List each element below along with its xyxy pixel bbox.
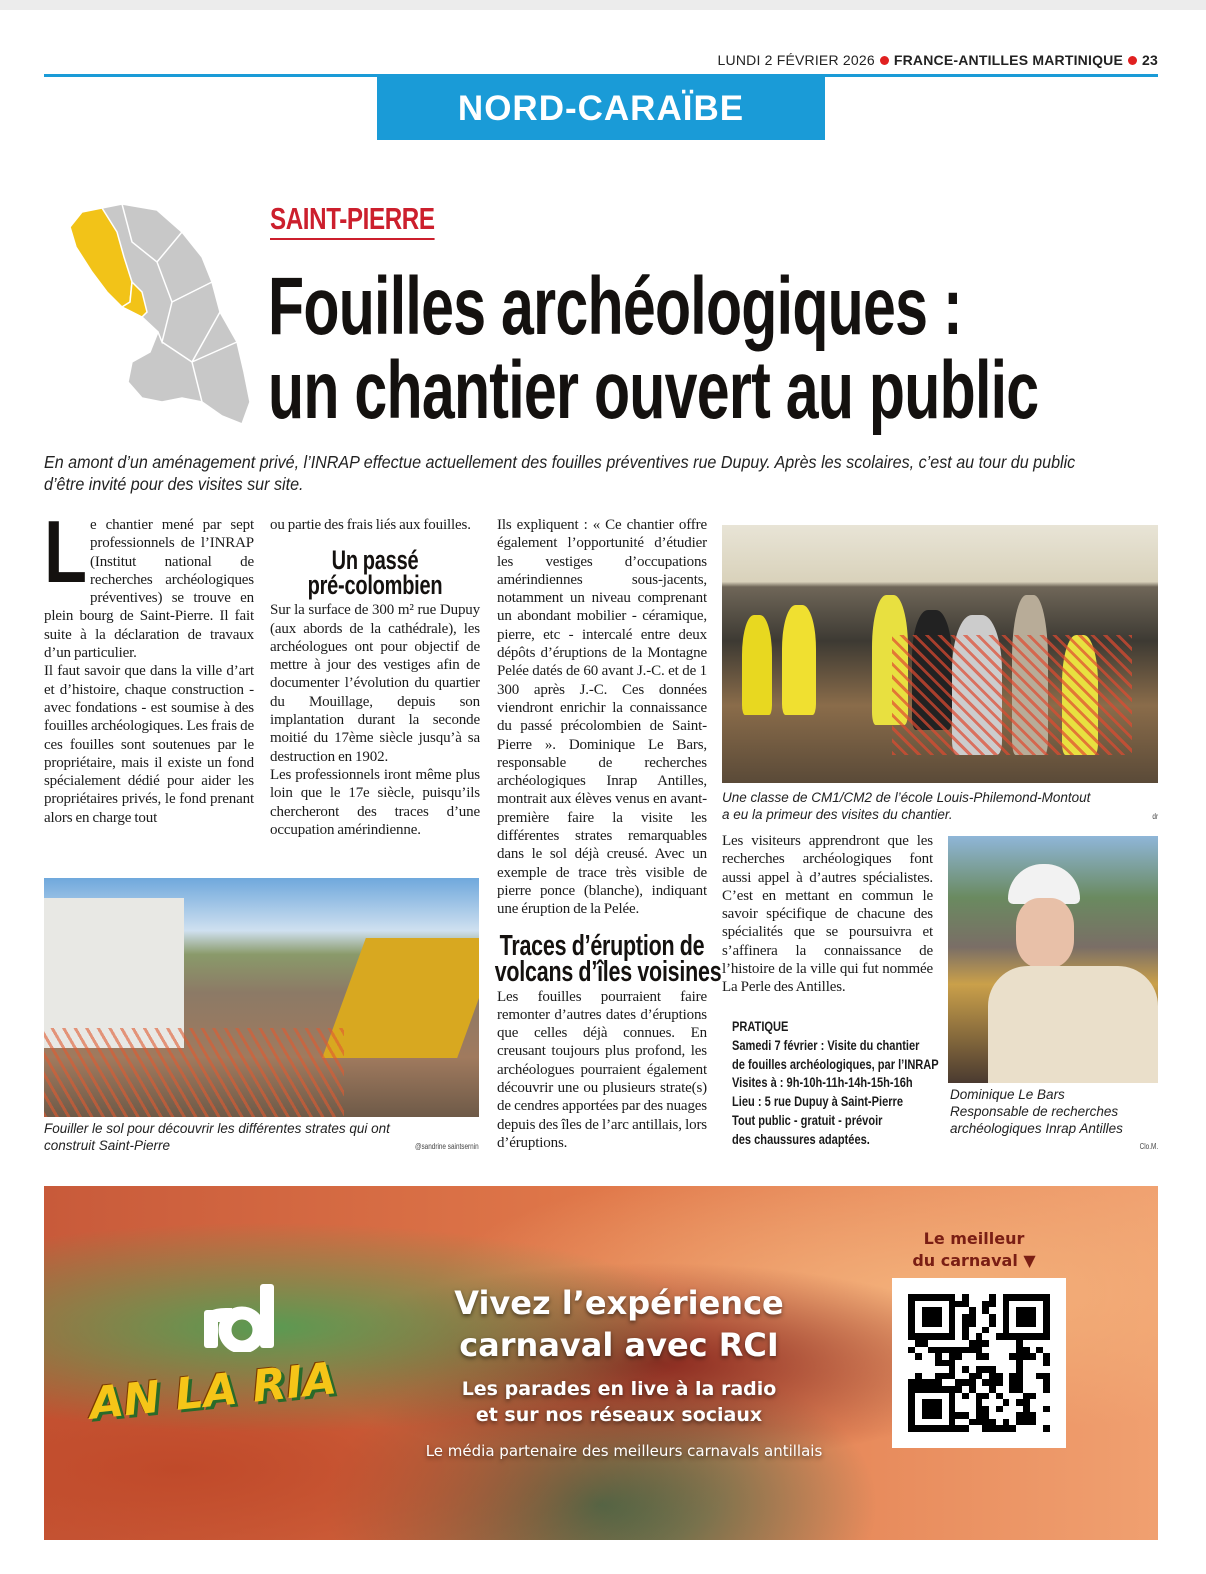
- photo-dominique-le-bars: [948, 836, 1158, 1083]
- subheading: [268, 545, 483, 601]
- an-la-ria-logo: AN LA RIA: [87, 1353, 339, 1430]
- page-number: 23: [1142, 52, 1158, 68]
- photo-caption: [950, 1086, 1160, 1137]
- advertisement-rci-carnaval[interactable]: [44, 1186, 1158, 1540]
- subheading-line: Un passé: [331, 545, 419, 576]
- section-banner: NORD-CARAÏBE: [377, 76, 825, 140]
- ad-tagline: Le média partenaire des meilleurs carnavals antillais: [425, 1442, 823, 1460]
- paragraph: Les professionnels iront même plus loin que le 17e siècle, puisqu’ils chercheront des traces d’une occupation amérindienne.: [270, 766, 480, 838]
- publication-name: FRANCE-ANTILLES MARTINIQUE: [893, 52, 1124, 68]
- photo-caption: [722, 789, 1142, 823]
- practical-line: de fouilles archéologiques, par l’INRAP: [732, 1056, 939, 1072]
- photo-credit: Clo.M.: [1139, 1142, 1158, 1151]
- ad-headline-line: carnaval avec RCI: [459, 1326, 779, 1364]
- bullet-icon: [1128, 56, 1137, 65]
- article-column-1: [44, 502, 254, 827]
- caption-line: Une classe de CM1/CM2 de l’école Louis-Philemond-Montout: [722, 790, 1091, 805]
- qr-label-line: Le meilleur: [923, 1229, 1025, 1248]
- practical-line: des chaussures adaptées.: [732, 1131, 870, 1147]
- photo-credit: dr: [1152, 812, 1158, 821]
- ad-headline-line: Vivez l’expérience: [454, 1284, 784, 1322]
- subheading: [494, 929, 722, 988]
- caption-line: a eu la primeur des visites du chantier.: [722, 807, 953, 822]
- headline-line-2: un chantier ouvert au public: [268, 345, 1039, 436]
- ad-sub-line: et sur nos réseaux sociaux: [475, 1404, 763, 1426]
- issue-date: LUNDI 2 FÉVRIER 2026: [717, 52, 875, 68]
- qr-code-icon: [908, 1294, 1050, 1432]
- caption-line: Responsable de recherches: [950, 1104, 1119, 1119]
- paragraph: Sur la surface de 300 m² rue Dupuy (aux abords de la cathédrale), les archéologues ont pour objectif de mettre à jour des vestiges afin de documenter l’évolution du quartier du Mouillage, depuis son implantation durant la seconde moitié du 17ème siècle jusqu’à sa destruction en 1902.: [270, 602, 480, 765]
- rci-logo-icon: [202, 1282, 282, 1352]
- bullet-icon: [880, 56, 889, 65]
- practical-line: Samedi 7 février : Visite du chantier: [732, 1037, 920, 1053]
- practical-title: PRATIQUE: [732, 1019, 789, 1034]
- photo-school-class-visit: [722, 525, 1158, 783]
- caption-line: Dominique Le Bars: [950, 1087, 1065, 1102]
- headline-line-1: Fouilles archéologiques :: [268, 261, 962, 352]
- paragraph: Les fouilles pourraient faire remonter d’autres dates d’éruptions que celles déjà connues. En creusant toujours plus profond, les archéologues pourraient également découvrir une ou plusieurs strate(s) de cendres apportées par des nuages depuis des îles de l’arc antillais, lors d’éruptions.: [497, 988, 707, 1151]
- qr-label-line: du carnaval ▼: [912, 1251, 1036, 1270]
- ad-sub-line: Les parades en live à la radio: [461, 1378, 777, 1400]
- article-column-4: [722, 832, 933, 997]
- article-kicker: SAINT-PIERRE: [270, 200, 435, 240]
- caption-line: construit Saint-Pierre: [44, 1138, 171, 1153]
- page-folio: [718, 52, 1158, 68]
- drop-cap: L: [44, 502, 87, 601]
- caption-line: archéologiques Inrap Antilles: [950, 1121, 1123, 1136]
- paragraph: Il faut savoir que dans la ville d’art et d’histoire, chaque construction - avec fondations - est soumise à des fouilles archéologiques. Les frais de ces fouilles sont soutenues par le propriétaire, mais il existe un fond spécialement dédié pour aider les propriétaires privés, le fond prenant alors en charge tout: [44, 663, 254, 826]
- practical-line: Lieu : 5 rue Dupuy à Saint-Pierre: [732, 1094, 904, 1110]
- paragraph: Les visiteurs apprendront que les recherches archéologiques font aussi appel à d’autres spécialistes. C’est en mettant en commun le savoir spécifique de chacune des spécialités que se poursuivra et s’affinera la connaissance de l’histoire de la ville qui fut nommée La Perle des Antilles.: [722, 833, 933, 996]
- paragraph: e chantier mené par sept professionnels de l’INRAP (Institut national de recherches archéologiques préventives) se trouve en plein bourg de Saint-Pierre. Il fait suite à la déclaration de travaux d’un particulier.: [44, 517, 254, 662]
- ad-subheadline: [444, 1376, 794, 1428]
- practical-line: Tout public - gratuit - prévoir: [732, 1112, 883, 1128]
- subheading-line: pré-colombien: [307, 570, 443, 601]
- article-column-2: [270, 516, 480, 839]
- article-column-3: [494, 516, 722, 1152]
- page-top-bar: [0, 0, 1206, 10]
- practical-info-box: [732, 1018, 945, 1150]
- practical-line: Visites à : 9h-10h-11h-14h-15h-16h: [732, 1075, 913, 1091]
- photo-credit: @sandrine saintsernin: [415, 1142, 479, 1151]
- paragraph: ou partie des frais liés aux fouilles.: [270, 517, 471, 533]
- qr-label: [904, 1228, 1044, 1272]
- ad-headline: [444, 1282, 794, 1366]
- subheading-line: volcans d’îles voisines: [494, 955, 722, 988]
- caption-line: Fouiller le sol pour découvrir les différentes strates qui ont: [44, 1121, 390, 1136]
- subheading-line: Traces d’éruption de: [499, 929, 705, 962]
- photo-excavation-site: [44, 878, 479, 1117]
- photo-caption: [44, 1120, 464, 1154]
- article-intro: En amont d’un aménagement privé, l’INRAP effectue actuellement des fouilles préventives rue Dupuy. Après les scolaires, c’est au tour du public d’être invité pour des visites sur site.: [44, 452, 1076, 494]
- martinique-map-icon: [62, 202, 257, 430]
- qr-code[interactable]: [892, 1278, 1066, 1448]
- paragraph: Ils expliquent : « Ce chantier offre également l’opportunité d’étudier les vestiges d’occupations amérindiennes sous-jacents, notamment un niveau comprenant un abondant mobilier - céramique, pierre, etc - intercalé entre deux dépôts d’éruptions de la Montagne Pelée datés de 60 avant J.-C. et de 1 300 après J.-C. Ces données viendront enrichir la connaissance du passé précolombien de Saint-Pierre ». Dominique Le Bars, responsable de recherches archéologiques Inrap Antilles, montrait aux élèves venus en avant-première faire la visite les différentes strates remarquables dans le sol déjà creusé. Avec un exemple de trace très visible de pierre ponce (blanche), indiquant une éruption de la Pelée.: [497, 517, 707, 918]
